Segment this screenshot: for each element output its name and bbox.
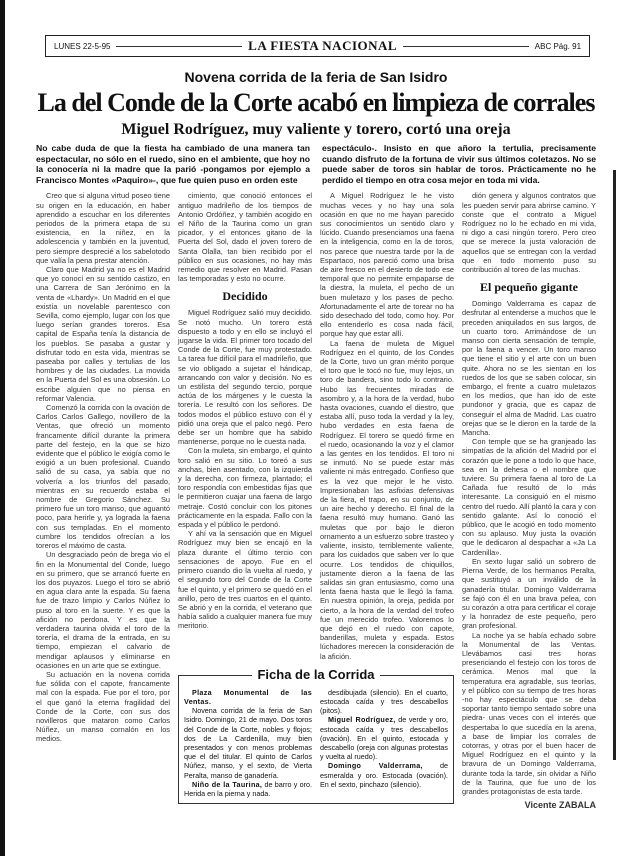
- article-column-4-wrap: [462, 191, 596, 811]
- subheadline: Miguel Rodríguez, muy valiente y torero, cortó una oreja: [121, 121, 511, 138]
- body-paragraph: Y ahí va la sensación que en Miguel Rodríguez muy bien se encajó en la plaza durante el último tercio con sensaciones de apoyo. Fue en el primero cuando dio la vuelta al ruedo, y el segundo toro del Conde de la Corte fue el quinto, y el primero se quedó en el anillo, pero de tres cuartos en el quinto. Se abrió y en la corrida, el veterano que había salido a cualquier manera fue muy meritorio.: [178, 529, 312, 631]
- ficha-bold-lead: Miguel Rodríguez,: [328, 715, 396, 725]
- body-paragraph: Miguel Rodríguez salió muy decidido. Se notó mucho. Un torero está dispuesto a todo y en ello se incluyó el jugarse la vida. El primer toro tocado del Conde de la Corte, fue muy protestado. La tarea fue difícil para el madrileño, que se vio obligado a sujetar el hándicap, arrancando con valor y decisión. No es un estilista del segundo tercio, porque actúa de los márgenes y le cuesta la torería. Le resultó con los señores. De todos modos el público estuvo con él y pidió una oreja que el palco negó. Pero debe ser un hombre que ha sabido mantenerse, porque no le cuesta nada.: [178, 308, 312, 447]
- header-rule: [403, 46, 529, 47]
- ficha-paragraph: desdibujada (silencio). En el cuarto, estocada caída y tres descabellos (pitos).: [320, 687, 448, 716]
- article-column-2: [178, 191, 312, 630]
- article-body: [36, 191, 596, 811]
- ficha-paragraph: Niño de la Taurina, de barro y oro. Herida en la pierna y nada.: [184, 779, 312, 798]
- lead-paragraph: espectáculo-. Insisto en que añoro la tertulia, precisamente cuando disfruto de la fortuna de vivir sus últimos coletazos. No se puede saber de toros sin hablar de toros. Prácticamente no he perdido el tiempo en otra cosa mejor en toda mi vida.: [322, 143, 596, 185]
- body-paragraph: La faena de muleta de Miguel Rodríguez en el quinto, de los Condes de la Corte, tuvo un gran mérito porque el toro que le tocó no fue, muy lejos, un toro de bandera, sino todo lo contrario. Hubo las frecuentes miradas de asombro y, a la hora de la verdad, hubo hasta ovaciones, cuando el diestro, que estaba allí, puso toda la verdad y la ley, hubo verdades en esta faena de Rodríguez. El torero se quedó firme en el ruedo, ocasionando la voz y el clamor a las gentes en los tendidos. El toro ni se inmutó. No se puede estar más valiente ni más entregado. Confieso que es la vez que mejor le he visto. Impresionaban las asfixias defensivas de la fiera, el trapo, en su conjunto, de un aire hecho y derecho. El final de la faena resultó muy humano. Ganó las muletas que por bajo le dieron ornamento a un esfuerzo sobre trasteo y valiente, insisto, terriblemente valiente, para los cuidados que saben ver lo que ocurre. Los tendidos de chiquillos, justamente dieron a la faena de las salidas sin gran entusiasmo, como una lenta faena hasta que le llegó la fama. En nuestra opinión, la oreja, pedida por cierto, a la hora de la verdad del trofeo fue un merecido trofeo. Valoremos lo que dejó en el ruedo con capote, banderillas, muleta y espada. Estos lúchadores merecen la consideración de la afición.: [320, 338, 454, 661]
- ficha-bold-lead: Domingo Valderrama,: [328, 761, 423, 771]
- article-column-3: [320, 191, 454, 660]
- kicker: Novena corrida de la feria de San Isidro: [184, 69, 448, 85]
- ficha-box: [178, 666, 454, 804]
- body-paragraph: Su actuación en la novena corrida fue sólida con el capote, francamente mal con la espada. Fue por el toro, por el que ganó la eterna fragilidad del Conde de la Corte, con sus dos novilleros que mataron como Carlos Núñez, un manso cornalón en los medios.: [36, 669, 170, 744]
- body-paragraph: Con temple que se ha granjeado las simpatías de la afición del Madrid por el corazón que le pone a todo lo que hace, sea en la dehesa o el nombre que tuviere. Su primera faena al toro de La Cañada fue resultó de lo más interesante. La consiguió en el mismo centro del ruedo. Allí plantó la cara y con sentido galante. Así lo conoció el público, que le acogió en todo momento con su aplauso. Muy justa la ovación que le dedicaron al despachar a «Ja La Cardenilla».: [462, 437, 596, 557]
- ficha-column-left: [184, 688, 312, 798]
- section-header: [45, 35, 590, 57]
- lead-paragraph: No cabe duda de que la fiesta ha cambiado de una manera tan espectacular, no sólo en el ruedo, sino en el ambiente, que hoy no la conocería ni la madre que la parió -pongamos por ejemplo a Francisco Montes «Paquiro»-, que fue quien puso en orden este: [36, 143, 310, 185]
- body-paragraph: Un desgraciado peón de brega vio el fin en la Monumental del Conde, luego en su primero, que se arrancó fuerte en los dos puyazos. Luego el toro se abrió en agua clara ante la espada. Su faena fue de trazo limpio y Carlos Núñez lo puso al toro en la suerte. Y es que la afición no perdona. Y es que la verdadera taurina olvida el toro de la torería, el drama de la entrada, en su tiempo, empiezan el calvario de mendigar aplausos y eliminarse en ocasiones en un arte que se extingue.: [36, 550, 170, 670]
- body-paragraph: En sexto lugar salió un sobrero de Pierna Verde, de los hermanos Peralta, que sustituyó a un inválido de la ganadería titular. Domingo Valderrama se fajó con él en una brava pelea, con su corazón a otra para certificar el coraje y la honradez de este pequeño, pero gran profesional.: [462, 556, 596, 631]
- article-middle: [178, 191, 454, 804]
- ficha-paragraph: Novena corrida de la feria de San Isidro. Domingo, 21 de mayo. Dos toros del Conde de la Corte, nobles y flojos; dos de La Cardenilla, muy bien presentados y con menos problemas que el del titular. El quinto de Carlos Núñez, manso, y el sexto, de Vierta Peralta, manso de ganadería.: [184, 706, 312, 780]
- ficha-paragraph: Miguel Rodríguez, de verde y oro, estocada caída y tres descabellos (ovación). En el quinto, estocada y descabello (oreja con algunas protestas y vuelta al ruedo).: [320, 715, 448, 762]
- page-number: ABC Pág. 91: [534, 41, 582, 51]
- ficha-paragraph: [184, 688, 312, 706]
- article-column-4: [462, 191, 596, 796]
- ficha-paragraph: Domingo Valderrama, de esmeralda y oro. Estocada (ovación). En el sexto, pinchazo (silencio).: [320, 761, 448, 789]
- column-subhead: El pequeño gigante: [479, 280, 578, 295]
- column-subhead: Decidido: [222, 289, 268, 304]
- body-paragraph: Claro que Madrid ya no es el Madrid que yo conocí en su sentido castizo, en una Carrera de San Jerónimo en la venta de «Lhardy». Un Madrid en el que existía un novelable parentesco con Sevilla, como ejemplo, lugar con los que luego serían grandes toreros. Esa capital de España tenía la distancia de los pueblos. Se pasaba a gustar y disfrutar todo en esta vida, mientras se paseaba por calles y tertulias de los hombres y de las ciudades. La movida en la Puerta del Sol es una obsesión. Lo escribe alguien que no piensa en reformar Valencia.: [36, 265, 170, 403]
- header-rule: [116, 46, 242, 47]
- ficha-title: Ficha de la Corrida: [252, 667, 379, 682]
- section-title: LA FIESTA NACIONAL: [248, 38, 398, 53]
- body-paragraph: dión genera y algunos contratos que les pueden servir para abrirse camino. Y conste que el contrato a Miguel Rodríguez no lo he echado en mi vida, ni digo a casi ningún torero. Pero creo que se merece la justa valoración de aquellos que se entregan con la verdad que en todo momento puso su contribución al toreo de las muchas.: [462, 191, 596, 274]
- body-paragraph: La noche ya se había echado sobre la Monumental de las Ventas. Llevábamos casi tres horas presenciando el festejo con los toros de cerámica. Menos mal que la temperatura era agradable, sus teorías, y el público con su tiempo de tres horas -no hay espectáculo que se deba soportar tanto tiempo sentado sobre una piedra- unas veces con el interés que despertaba lo que sucedía en la arena, a base de limpiar los corrales de cotorras, y otras por el buen hacer de Miguel Rodríguez en el quinto y la bravura de un Domingo Valderrama, durante toda la tarde, sin olvidar a Niño de la Taurina, que fue uno de los grandes protagonistas de esta tarde.: [462, 630, 596, 796]
- ficha-bold-lead: Niño de la Taurina,: [192, 779, 263, 789]
- body-paragraph: Comenzó la corrida con la ovación de Carlos Carlos Gallego, novillero de la Ventas, que ofreció un momento francamente difícil durante la primera parte del festejo, en la que se hizo evidente que el público le exigía como le exigió a un buen profesional. Cuando salió de su casa, ya sabía que no volvería a los triunfos del pasado, mientras en su recuerdo estaba el nombre de Gregorio Sánchez. Su primero fue un toro manso, que aguantó poco, para herirle y, ya lograda la faena con sus templadas. En el momento cumbre los tendidos ofrecían a los toreros el máximo de casta.: [36, 403, 170, 551]
- ficha-column-right: [320, 688, 448, 798]
- byline: Vicente ZABALA: [524, 800, 596, 811]
- body-paragraph: Creo que si alguna virtud poseo tiene su origen en la educación, en haber aprendido a escuchar en los diferentes periodos de la primera etapa de su existencia, en la niñez, en la adolescencia y también en la juventud, pero siempre desprecié a los sabelotodo que valía la pena prestar atención.: [36, 191, 170, 265]
- body-paragraph: Con la muleta, sin embargo, el quinto toro salió en su sitio. Lo toreó a sus anchas, bien asentado, con la izquierda y la derecha, con firmeza, plantado; el toro respondía con embestidas fijas que le permitieron cuajar una faena de largo metraje. Costó concluir con los pitones prácticamente en la espada. Fallo con la espada y el público le perdonó.: [178, 446, 312, 530]
- issue-date: LUNES 22-5-95: [54, 41, 111, 51]
- ficha-bold-lead: Plaza Monumental de las Ventas.: [184, 687, 312, 706]
- body-paragraph: A Miguel Rodríguez le he visto muchas veces y no hay una sola ocasión en que no me hayan parecido sus conocimientos un sentido claro y lúcido. Cuando presenciamos una faena en la inteligencia, como en la de toros, nos parece que nuestra tarde por la de Espartaco, nos pareció como una brisa de aire fresco en el desierto de todo ese temporal que no permite empaparse de la diestra, la muleta, el pecho de un buen muletazo y los pases de pecho. Afortunadamente el arte de torear no ha sido desechado del todo, como hoy. Por ello entenderlo es cosa nada fácil, porque hay que estar allí.: [320, 191, 454, 339]
- article-column-1: [36, 191, 170, 743]
- body-paragraph: Domingo Valderrama es capaz de desfrutar al entenderse a muchos que le preceden aniquilados en sus largos, de un cuarto toro. Arrimándose de un manso con cierta sensación de temple, por la faena a vencer. Un toro manso que tiene el sitio y el arte con un buen quite. Ahora no se les sientan en los ruedos de los que se saben colocar, sin embargo, el frente a cuatro muletazos en los medios, que han ido de este pundonor y gracia, que es capaz de conseguir el alma de Madrid. Las cuatro orejas que se le dieron en la tarde de la Mancha.: [462, 299, 596, 438]
- headline: La del Conde de la Corte acabó en limpieza de corrales: [37, 88, 595, 117]
- body-paragraph: cimiento, que conoció entonces el antiguo madrileño de los tiempos de Antonio Ordóñez, y también acogido en el Niño de la Taurina como un gran picador, y el entonces gitano de la Puerta del Sol, dado el joven torero de Santa Olalla, tan bien recibido por el público en sus ocasiones, no hay más remedio que resolver en Madrid. Pasan las temporadas y esto no ocurre.: [178, 191, 312, 284]
- lead-block: [36, 143, 596, 185]
